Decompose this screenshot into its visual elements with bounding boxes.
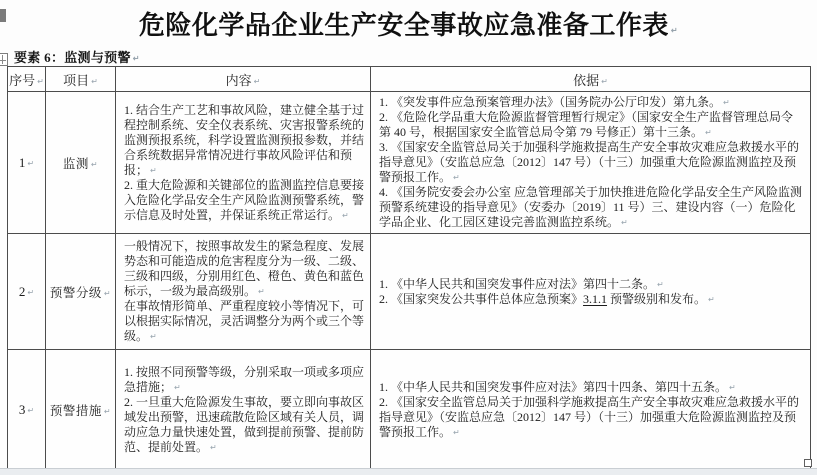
table-anchor-icon[interactable] <box>0 53 8 66</box>
item-label: 预警措施 ↵ <box>50 404 111 418</box>
content-cell <box>116 92 371 234</box>
item-cell <box>46 350 116 470</box>
col-header-basis: 依据 ↵ <box>371 67 811 92</box>
basis-cell <box>371 350 811 470</box>
item-label: 监测 ↵ <box>63 157 98 171</box>
item-cell <box>46 234 116 350</box>
capture-bottom-edge <box>0 468 817 475</box>
col-header-serial: 序号 ↵ <box>8 67 46 92</box>
basis-cell <box>371 234 811 350</box>
basis-paragraph: 4. 《国务院安委会办公室 应急管理部关于加快推进危险化学品安全生产风险监测预警系统建设的指导意见》（安委办〔2019〕11 号）三、建设内容（一）危险化学品企业、化工园区建设完善监测监控系统。 ↵ <box>379 185 804 230</box>
basis-text-post: 预警级别和发布。 <box>607 291 707 306</box>
serial-cell <box>8 350 46 470</box>
content-paragraph: 1. 按照不同预警等级，分别采取一项或多项应急措施； ↵ <box>124 365 364 395</box>
content-cell <box>116 350 371 470</box>
basis-paragraph: 1. 《中华人民共和国突发事件应对法》第四十四条、第四十五条。 ↵ <box>379 380 804 395</box>
basis-paragraph: 2. 《危险化学品重大危险源监督管理暂行规定》（国家安全生产监督管理总局令第 40 号，根据国家安全监管总局令第 79 号修正）第十三条。 ↵ <box>379 110 804 140</box>
serial-number: 2 ↵ <box>19 284 34 299</box>
col-header-content: 内容 ↵ <box>116 67 371 92</box>
item-label: 预警分级 ↵ <box>50 286 111 300</box>
table-row <box>8 350 811 470</box>
content-paragraph: 2. 重大危险源和关键部位的监测监控信息要接入危险化学品安全生产风险监测预警系统，警示信息及时处置，并保证系统正常运行。 ↵ <box>124 178 364 223</box>
basis-text-underlined-ref: 3.1.1 <box>583 291 608 306</box>
col-header-item: 项目 ↵ <box>46 67 116 92</box>
content-paragraph: 一般情况下，按照事故发生的紧急程度、发展势态和可能造成的危害程度分为一级、二级、三级和四级，分别用红色、橙色、黄色和蓝色标示，一级为最高级别。 ↵ <box>124 239 364 299</box>
table-resize-handle[interactable] <box>804 459 812 467</box>
header-row <box>8 67 811 92</box>
content-paragraph: 2. 一旦重大危险源发生事故，要立即向事故区域发出预警，迅速疏散危险区域有关人员，调动应急力量快速处置，做到提前预警、提前防范、提前处置。 ↵ <box>124 395 364 455</box>
monitoring-warning-table <box>7 66 811 470</box>
content-cell <box>116 234 371 350</box>
basis-paragraph: 1. 《突发事件应急预案管理办法》（国务院办公厅印发）第九条。 ↵ <box>379 95 804 110</box>
item-cell <box>46 92 116 234</box>
page-title: 危险化学品企业生产安全事故应急准备工作表 ↵ <box>0 8 817 48</box>
table-row <box>8 234 811 350</box>
clipped-edge-artifact-icon <box>0 9 6 22</box>
section-label: 要素 6：监测与预警 ↵ <box>14 47 140 66</box>
basis-text-pre: 2. 《国家突发公共事件总体应急预案》 <box>379 291 584 306</box>
basis-cell <box>371 92 811 234</box>
basis-paragraph <box>379 292 804 307</box>
serial-cell <box>8 92 46 234</box>
serial-number: 1 ↵ <box>19 155 34 170</box>
table-row <box>8 92 811 234</box>
content-paragraph: 1. 结合生产工艺和事故风险，建立健全基于过程控制系统、安全仪表系统、灾害报警系统的监测预报系统，科学设置监测预报参数，并结合系统数据异常情况进行事故风险评估和预报； ↵ <box>124 103 364 178</box>
basis-paragraph: 1. 《中华人民共和国突发事件应对法》第四十二条。 ↵ <box>379 277 804 292</box>
basis-paragraph: 2. 《国家安全监管总局关于加强科学施救提高生产安全事故灾难应急救援水平的指导意见》（安监总应急〔2012〕147 号）（十三）加强重大危险源监测监控及预警预报工作。 ↵ <box>379 395 804 440</box>
content-paragraph: 在事故情形简单、严重程度较小等情况下，可以根据实际情况，灵活调整分为两个或三个等级。 ↵ <box>124 299 364 344</box>
serial-number: 3 ↵ <box>19 402 34 417</box>
basis-paragraph: 3. 《国家安全监管总局关于加强科学施救提高生产安全事故灾难应急救援水平的指导意见》（安监总应急〔2012〕147 号）（十三）加强重大危险源监测监控及预警预报工作。 ↵ <box>379 140 804 185</box>
serial-cell <box>8 234 46 350</box>
